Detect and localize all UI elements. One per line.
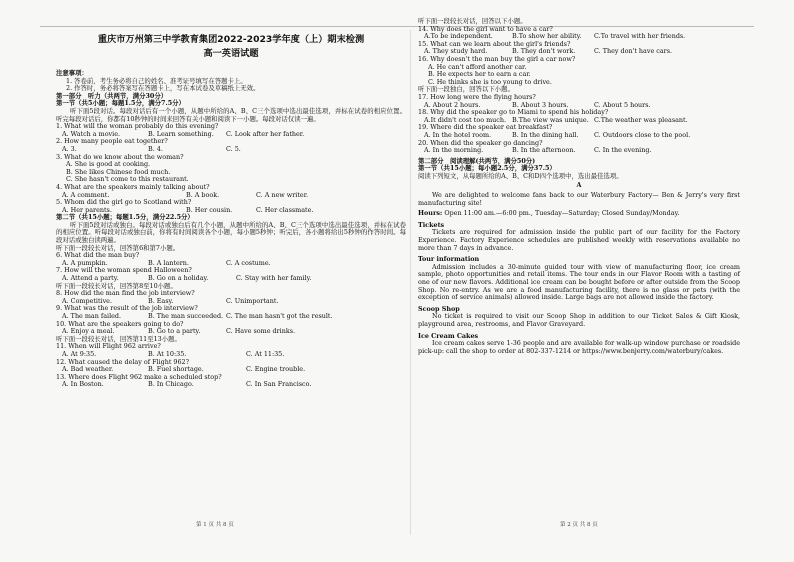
question-15: 15. What can we learn about the girl's friends? (418, 39, 571, 48)
option-b: B. Learn something. (148, 129, 214, 138)
option-b: B. They don't work. (512, 47, 576, 56)
option-a: A. Attend a party. (62, 274, 119, 283)
tickets-text: Tickets are required for admission inside the public part of our facility for the Factory Experience. Factory Experience schedules are published weekly with reservations available no more than 7 days in advance. (418, 228, 740, 252)
cakes-heading: Ice Cream Cakes (418, 331, 479, 340)
option-a: A. Her parents. (62, 205, 112, 214)
option-c: C. Have some drinks. (226, 327, 296, 336)
options-20 (418, 147, 740, 155)
question-20: 20. When did the speaker go dancing? (418, 138, 543, 147)
cakes-text: Ice cream cakes serve 1-36 people and are available for walk-up window purchase or roadside pick-up: call the shop to order at 802-337-1214 or https://www.benjerry.com/waterbury/cakes. (418, 339, 740, 355)
option-c: C. Stay with her family. (236, 274, 312, 283)
option-c: C. He thinks she is too young to drive. (428, 77, 552, 86)
question-19: 19. Where did the speaker eat breakfast? (418, 123, 553, 132)
option-a: A. Enjoy a meal. (62, 327, 115, 336)
question-10: 10. What are the speakers going to do? (56, 319, 184, 328)
footer-page-1: 第 1 页 共 8 页 (196, 522, 234, 528)
option-b: B. He expects her to earn a car. (428, 70, 531, 79)
option-a: A.To be independent. (424, 32, 493, 41)
exam-subtitle: 高一英语试题 (203, 48, 259, 59)
question-8: 8. How did the man find the job interview? (56, 289, 195, 298)
listen-instruction-11: 听下面一段较长对话，回答第11至13小题。 (56, 334, 181, 343)
question-7: 7. How will the woman spend Halloween? (56, 266, 192, 275)
option-a: A. She is good at cooking. (66, 160, 151, 169)
option-b: B. The man succeeded. (148, 312, 224, 320)
option-c: C. In San Francisco. (246, 380, 312, 389)
option-b: B. In Chicago. (148, 380, 194, 389)
option-b: B. Fuel shortage. (148, 365, 204, 374)
tickets-heading: Tickets (418, 220, 445, 229)
question-11: 11. When will Flight 962 arrive? (56, 342, 161, 351)
question-4: 4. What are the speakers mainly talking about? (56, 182, 210, 191)
hours-label: Hours: (418, 209, 443, 218)
listen-instruction-8: 听下面一段较长对话，回答第8至10小题。 (56, 281, 177, 290)
option-a: A. In the morning. (424, 146, 484, 155)
question-9: 9. What was the result of the job interview? (56, 304, 198, 313)
option-c: C. A costume. (226, 258, 271, 267)
option-c: C.The weather was pleasant. (594, 115, 688, 124)
passage-intro: We are delighted to welcome fans back to our Waterbury Factory— Ben & Jerry's very first manufacturing site! (418, 191, 740, 207)
option-a: A. In the hotel room. (424, 130, 492, 139)
option-a: A. At 9:35. (62, 349, 97, 358)
option-a: A. Bad weather. (62, 365, 114, 374)
option-b: B. Go to a party. (148, 327, 201, 336)
option-c: C. The man hasn't got the result. (226, 312, 333, 320)
option-b: B. At 10:35. (148, 349, 187, 358)
reading-section1-heading: 第一节（共15小题；每小题2.5分，满分37.5） (418, 164, 556, 173)
option-c: C. At 11:35. (246, 349, 285, 358)
question-5: 5. Whom did the girl go to Scotland with? (56, 198, 192, 207)
listen-instruction-17: 听下面一段独白，回答以下小题。 (418, 85, 514, 94)
hours-value: Open 11:00 am.—6:00 pm., Tuesday—Saturday; Closed Sunday/Monday. (444, 209, 680, 218)
hours-line (418, 210, 740, 218)
section2-instructions: 听下面5段对话或独白。每段对话或独白后有几个小题，从题中所给的A、B、C三个选项中选出最佳选项，并标在试卷的相应位置。听每段对话或独白前，你将有时间阅读各个小题，每小题5秒钟；听完后，各小题将给出5秒钟的作答时间。每段对话或独白读两遍。 (56, 220, 406, 245)
passage-label: A (576, 181, 582, 190)
section2-heading: 第二节（共15小题；每题1.5分，满分22.5分） (56, 213, 194, 222)
option-a: A. The man failed. (62, 312, 122, 320)
option-c: C. A new writer. (256, 190, 309, 199)
option-b: B. Easy. (148, 296, 174, 305)
option-a: A. He can't afford another car. (428, 62, 527, 71)
option-a: A. Competitive. (62, 296, 112, 305)
option-c: C. Look after her father. (226, 129, 305, 138)
options-13 (56, 381, 406, 389)
option-b: B. About 3 hours. (512, 100, 569, 109)
option-c: C. In the evening. (594, 146, 652, 155)
reading-instructions: 阅读下列短文，从每题所给的A、B、C和D四个选项中，选出最佳选项。 (418, 171, 623, 180)
question-17: 17. How long were the flying hours? (418, 92, 536, 101)
option-c: C. Her classmate. (256, 205, 314, 214)
question-12: 12. What caused the delay of Flight 962? (56, 357, 190, 366)
option-b: B.The view was unique. (512, 115, 589, 124)
option-b: B. A book. (186, 190, 220, 199)
notice-2: 2. 作答时，务必将答案写在答题卡上，写在本试卷及草稿纸上无效。 (66, 84, 260, 93)
part1-heading: 第一部分 听力（共两节，满分30分） (56, 91, 168, 100)
option-a: A.It didn't cost too much. (424, 115, 506, 124)
option-a: A. 3. (62, 144, 77, 153)
option-b: B. In the afternoon. (512, 146, 576, 155)
option-c: C. Outdoors close to the pool. (594, 130, 691, 139)
option-a: A. Watch a movie. (62, 129, 121, 138)
scoop-text: No ticket is required to visit our Scoop Shop in addition to our Ticket Sales & Gift Kiosk, playground area, restrooms, and Flavor Graveyard. (418, 312, 740, 328)
scoop-heading: Scoop Shop (418, 304, 460, 313)
option-c: C. She hasn't come to this restaurant. (66, 175, 189, 184)
question-1: 1. What will the woman probably do this evening? (56, 122, 219, 131)
column-divider (410, 30, 411, 535)
question-6: 6. What did the man buy? (56, 251, 140, 260)
section1-instructions: 听下面5段对话。每段对话后有一个小题，从题中所给的A、B、C三个选项中选出最佳选项，并标在试卷的相应位置。听完每段对话后，你都有10秒钟的时间来回答有关小题和阅读下一小题。每段对话仅读一遍。 (56, 106, 406, 123)
question-14: 14. Why does the girl want to have a car? (418, 24, 553, 33)
question-3: 3. What do we know about the woman? (56, 152, 184, 161)
option-c: C. 5. (226, 144, 241, 153)
option-c: C. About 5 hours. (594, 100, 651, 109)
notice-1: 1. 答卷前，考生务必将自己的姓名、准考证号填写在答题卡上。 (66, 76, 247, 85)
option-c: C. Unimportant. (226, 296, 279, 305)
option-b: B. Go on a holiday. (148, 274, 209, 283)
option-c: C.To travel with her friends. (594, 32, 686, 41)
option-a: A. About 2 hours. (424, 100, 481, 109)
option-a: A. A pumpkin. (62, 258, 108, 267)
notice-heading: 注意事项： (56, 69, 88, 77)
question-block-1 (56, 123, 406, 214)
option-a: A. They study hard. (424, 47, 488, 56)
listen-instruction-14: 听下面一段较长对话，回答以下小题。 (418, 17, 527, 25)
part2-heading: 第二部分 阅读理解(共两节，满分50分) (418, 156, 536, 165)
option-b: B. Her cousin. (186, 205, 233, 214)
question-2: 2. How many people eat together? (56, 137, 168, 146)
tour-text: Admission includes a 30-minute guided tour with view of manufacturing floor, ice cream sample, photo opportunities and retail items. The tour ends in our Flavor Room with a tasting of one of our new flavors. Additional ice cream can be bought before or after outside from the Scoop Shop. No re-entry. As we are a food manufacturing facility, there is no glass or pets (with the exception of service animals) allowed inside. Large bags are not allowed inside the factory. (418, 262, 740, 302)
option-a: A. In Boston. (62, 380, 104, 389)
footer-page-2: 第 2 页 共 8 页 (560, 522, 598, 528)
option-b: B.To show her ability. (512, 32, 582, 41)
question-18: 18. Why did the speaker go to Miami to spend his holiday? (418, 108, 609, 117)
option-b: B. In the dining hall. (512, 130, 579, 139)
listen-instruction-6: 听下面一段较长对话，回答第6和第7小题。 (56, 243, 180, 252)
section1-heading: 第一节（共5小题；每题1.5分，满分7.5分） (56, 99, 185, 108)
left-column (56, 34, 406, 389)
option-c: C. They don't have cars. (594, 47, 673, 56)
tour-heading: Tour information (418, 255, 480, 264)
option-b: B. A lantern. (148, 258, 189, 267)
exam-title: 重庆市万州第三中学教育集团2022-2023学年度（上）期末检测 (97, 34, 365, 45)
option-c: C. Engine trouble. (246, 365, 306, 374)
question-13: 13. Where does Flight 962 make a scheduled stop? (56, 372, 222, 381)
option-a: A. A comment. (62, 190, 110, 199)
option-b: B. 4. (148, 144, 163, 153)
option-b: B. She likes Chinese food much. (66, 167, 171, 176)
right-column (418, 18, 740, 355)
question-16: 16. Why doesn't the man buy the girl a car now? (418, 54, 576, 63)
